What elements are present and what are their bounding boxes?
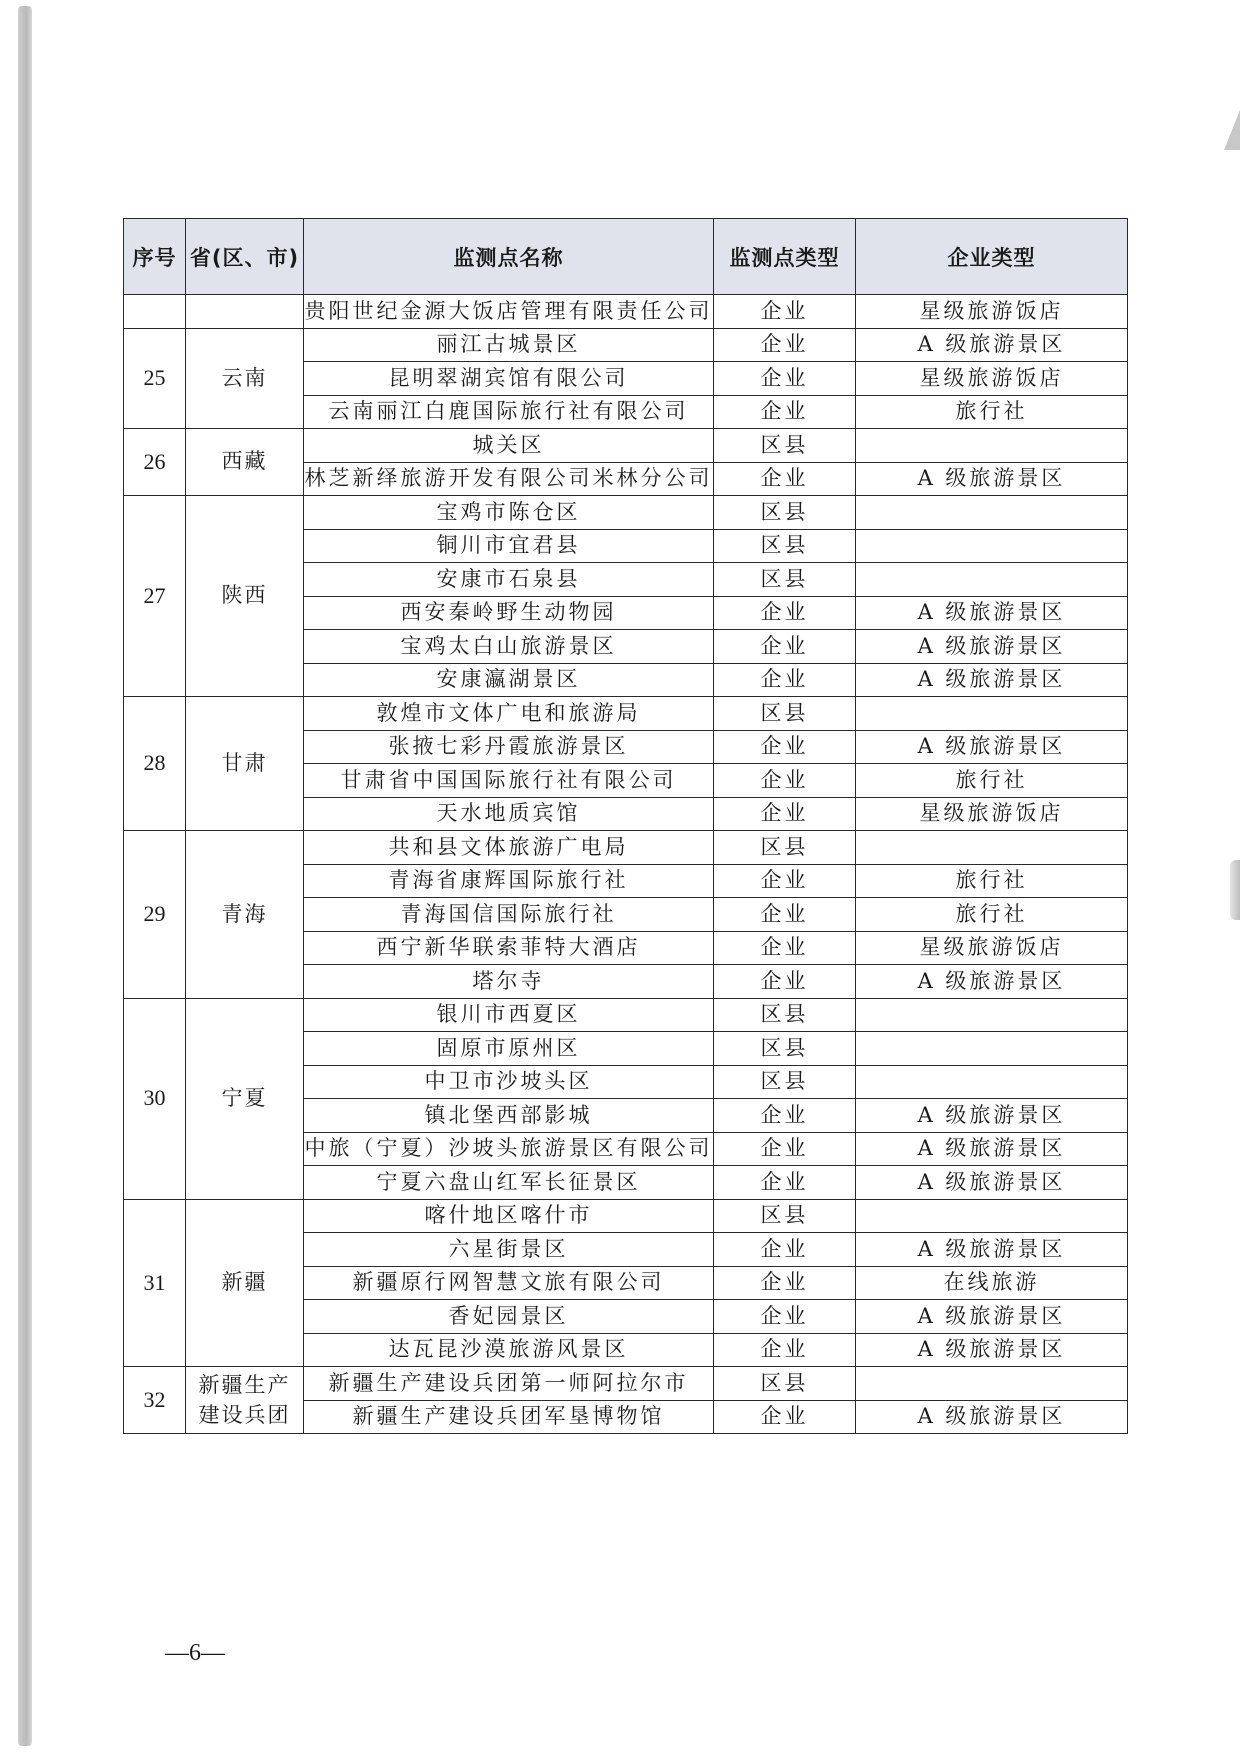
cell-province: 新疆生产建设兵团 [186, 1367, 304, 1434]
cell-enterprise-type: A 级旅游景区 [856, 1233, 1128, 1267]
cell-enterprise-type [856, 1367, 1128, 1401]
cell-site-type: 企业 [714, 1300, 856, 1334]
header-enterprise-type: 企业类型 [856, 219, 1128, 295]
cell-enterprise-type: A 级旅游景区 [856, 328, 1128, 362]
cell-province: 青海 [186, 831, 304, 999]
cell-site-name: 宁夏六盘山红军长征景区 [304, 1166, 714, 1200]
cell-enterprise-type: A 级旅游景区 [856, 1166, 1128, 1200]
cell-site-name: 宝鸡太白山旅游景区 [304, 630, 714, 664]
cell-site-type: 企业 [714, 1132, 856, 1166]
cell-province: 陕西 [186, 496, 304, 697]
cell-site-name: 青海国信国际旅行社 [304, 898, 714, 932]
cell-enterprise-type [856, 1032, 1128, 1066]
cell-site-type: 企业 [714, 663, 856, 697]
cell-site-name: 共和县文体旅游广电局 [304, 831, 714, 865]
cell-site-type: 企业 [714, 1333, 856, 1367]
cell-site-type: 区县 [714, 529, 856, 563]
cell-enterprise-type: 旅行社 [856, 764, 1128, 798]
cell-site-type: 企业 [714, 730, 856, 764]
table-header [124, 219, 1128, 295]
cell-enterprise-type: 旅行社 [856, 864, 1128, 898]
cell-site-type: 区县 [714, 496, 856, 530]
cell-site-name: 城关区 [304, 429, 714, 463]
cell-enterprise-type: A 级旅游景区 [856, 730, 1128, 764]
cell-seq: 27 [124, 496, 186, 697]
table-row [124, 328, 1128, 362]
cell-enterprise-type: A 级旅游景区 [856, 1333, 1128, 1367]
cell-enterprise-type [856, 496, 1128, 530]
cell-site-name: 安康瀛湖景区 [304, 663, 714, 697]
cell-site-type: 区县 [714, 1367, 856, 1401]
cell-site-name: 喀什地区喀什市 [304, 1199, 714, 1233]
scan-artifact [1224, 110, 1240, 150]
header-site-type: 监测点类型 [714, 219, 856, 295]
cell-site-type: 企业 [714, 1166, 856, 1200]
header-seq: 序号 [124, 219, 186, 295]
cell-site-type: 企业 [714, 1400, 856, 1434]
cell-enterprise-type: A 级旅游景区 [856, 630, 1128, 664]
cell-province: 甘肃 [186, 697, 304, 831]
cell-seq [124, 295, 186, 329]
cell-site-type: 企业 [714, 596, 856, 630]
cell-site-type: 企业 [714, 931, 856, 965]
cell-site-type: 企业 [714, 362, 856, 396]
cell-enterprise-type: A 级旅游景区 [856, 965, 1128, 999]
cell-site-type: 企业 [714, 462, 856, 496]
table-row [124, 831, 1128, 865]
cell-site-name: 天水地质宾馆 [304, 797, 714, 831]
scan-artifact [1230, 860, 1240, 920]
cell-site-name: 固原市原州区 [304, 1032, 714, 1066]
cell-site-name: 塔尔寺 [304, 965, 714, 999]
header-province: 省(区、市) [186, 219, 304, 295]
cell-site-type: 企业 [714, 864, 856, 898]
cell-site-type: 区县 [714, 1199, 856, 1233]
cell-site-name: 新疆原行网智慧文旅有限公司 [304, 1266, 714, 1300]
cell-seq: 28 [124, 697, 186, 831]
cell-site-type: 区县 [714, 563, 856, 597]
cell-site-type: 区县 [714, 697, 856, 731]
cell-site-type: 企业 [714, 395, 856, 429]
cell-province: 宁夏 [186, 998, 304, 1199]
cell-site-name: 甘肃省中国国际旅行社有限公司 [304, 764, 714, 798]
cell-seq: 25 [124, 328, 186, 429]
cell-enterprise-type: 旅行社 [856, 898, 1128, 932]
page-number: —6— [165, 1640, 225, 1666]
cell-enterprise-type [856, 429, 1128, 463]
cell-site-name: 西安秦岭野生动物园 [304, 596, 714, 630]
cell-site-name: 昆明翠湖宾馆有限公司 [304, 362, 714, 396]
cell-enterprise-type [856, 529, 1128, 563]
cell-site-type: 区县 [714, 998, 856, 1032]
cell-site-type: 企业 [714, 295, 856, 329]
cell-enterprise-type [856, 831, 1128, 865]
cell-enterprise-type: A 级旅游景区 [856, 462, 1128, 496]
cell-enterprise-type: A 级旅游景区 [856, 1400, 1128, 1434]
cell-site-name: 敦煌市文体广电和旅游局 [304, 697, 714, 731]
cell-site-name: 新疆生产建设兵团第一师阿拉尔市 [304, 1367, 714, 1401]
cell-site-type: 企业 [714, 328, 856, 362]
cell-enterprise-type [856, 998, 1128, 1032]
cell-site-type: 区县 [714, 831, 856, 865]
table-body [124, 295, 1128, 1434]
cell-site-name: 六星街景区 [304, 1233, 714, 1267]
cell-province: 新疆 [186, 1199, 304, 1367]
cell-enterprise-type: 星级旅游饭店 [856, 931, 1128, 965]
table-row [124, 295, 1128, 329]
cell-seq: 29 [124, 831, 186, 999]
cell-site-name: 林芝新绎旅游开发有限公司米林分公司 [304, 462, 714, 496]
cell-site-name: 西宁新华联索菲特大酒店 [304, 931, 714, 965]
cell-site-type: 企业 [714, 1233, 856, 1267]
cell-seq: 31 [124, 1199, 186, 1367]
cell-enterprise-type [856, 1199, 1128, 1233]
cell-province [186, 295, 304, 329]
cell-site-name: 新疆生产建设兵团军垦博物馆 [304, 1400, 714, 1434]
cell-site-name: 中卫市沙坡头区 [304, 1065, 714, 1099]
cell-site-name: 云南丽江白鹿国际旅行社有限公司 [304, 395, 714, 429]
cell-site-name: 贵阳世纪金源大饭店管理有限责任公司 [304, 295, 714, 329]
cell-enterprise-type [856, 697, 1128, 731]
table-row [124, 697, 1128, 731]
cell-site-type: 区县 [714, 429, 856, 463]
table-row [124, 429, 1128, 463]
cell-site-name: 张掖七彩丹霞旅游景区 [304, 730, 714, 764]
table-row [124, 1199, 1128, 1233]
cell-site-type: 企业 [714, 1099, 856, 1133]
cell-enterprise-type [856, 1065, 1128, 1099]
header-site-name: 监测点名称 [304, 219, 714, 295]
table-row [124, 496, 1128, 530]
cell-site-name: 丽江古城景区 [304, 328, 714, 362]
table-row [124, 1367, 1128, 1401]
cell-site-name: 宝鸡市陈仓区 [304, 496, 714, 530]
cell-site-name: 青海省康辉国际旅行社 [304, 864, 714, 898]
cell-enterprise-type: A 级旅游景区 [856, 1099, 1128, 1133]
cell-site-name: 银川市西夏区 [304, 998, 714, 1032]
cell-site-type: 企业 [714, 764, 856, 798]
cell-site-name: 达瓦昆沙漠旅游风景区 [304, 1333, 714, 1367]
cell-site-name: 中旅（宁夏）沙坡头旅游景区有限公司 [304, 1132, 714, 1166]
cell-site-name: 镇北堡西部影城 [304, 1099, 714, 1133]
cell-province: 云南 [186, 328, 304, 429]
scan-edge-shadow [18, 6, 32, 1746]
cell-site-type: 企业 [714, 797, 856, 831]
cell-seq: 32 [124, 1367, 186, 1434]
cell-site-name: 铜川市宜君县 [304, 529, 714, 563]
cell-site-type: 企业 [714, 630, 856, 664]
cell-enterprise-type: A 级旅游景区 [856, 1300, 1128, 1334]
cell-enterprise-type: A 级旅游景区 [856, 596, 1128, 630]
cell-seq: 26 [124, 429, 186, 496]
cell-site-type: 区县 [714, 1032, 856, 1066]
cell-enterprise-type: 在线旅游 [856, 1266, 1128, 1300]
cell-enterprise-type: 星级旅游饭店 [856, 797, 1128, 831]
cell-site-type: 企业 [714, 1266, 856, 1300]
cell-site-type: 企业 [714, 965, 856, 999]
cell-enterprise-type: 旅行社 [856, 395, 1128, 429]
cell-site-type: 区县 [714, 1065, 856, 1099]
cell-seq: 30 [124, 998, 186, 1199]
cell-enterprise-type: A 级旅游景区 [856, 663, 1128, 697]
cell-enterprise-type: 星级旅游饭店 [856, 362, 1128, 396]
monitoring-sites-table [123, 218, 1128, 1434]
cell-enterprise-type [856, 563, 1128, 597]
cell-site-name: 安康市石泉县 [304, 563, 714, 597]
table-row [124, 998, 1128, 1032]
cell-province: 西藏 [186, 429, 304, 496]
cell-site-type: 企业 [714, 898, 856, 932]
cell-enterprise-type: A 级旅游景区 [856, 1132, 1128, 1166]
cell-enterprise-type: 星级旅游饭店 [856, 295, 1128, 329]
cell-site-name: 香妃园景区 [304, 1300, 714, 1334]
